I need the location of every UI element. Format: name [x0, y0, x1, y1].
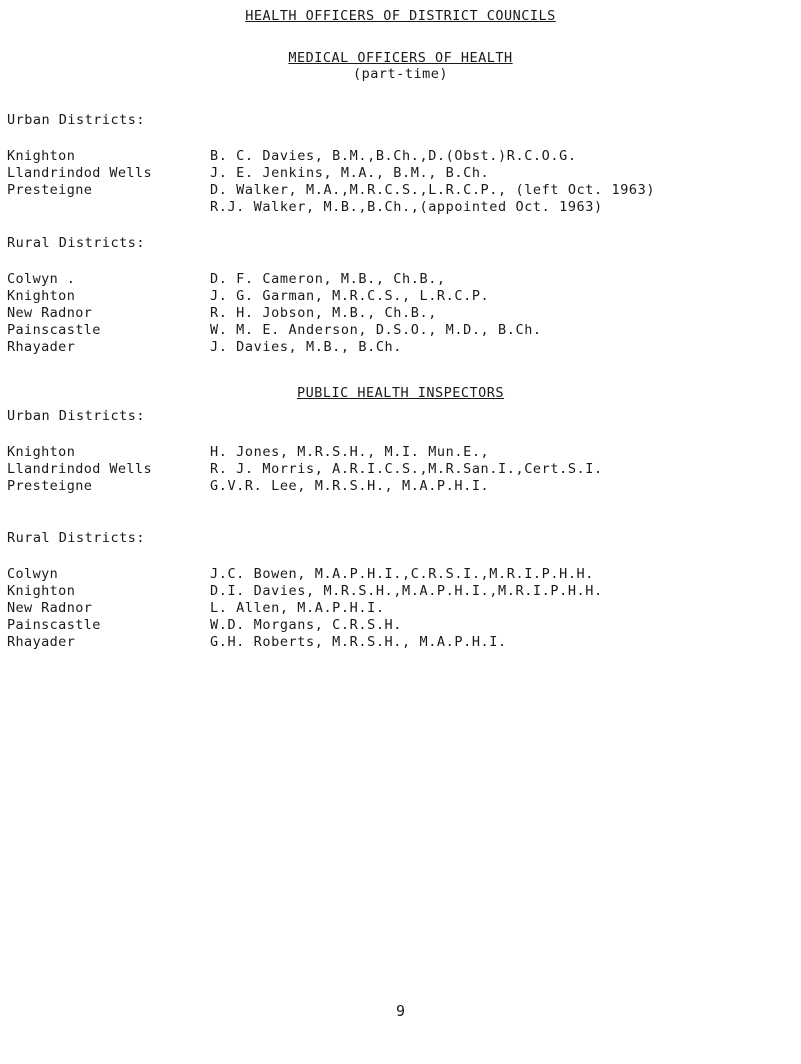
phi-urban-heading: Urban Districts:: [7, 408, 146, 424]
officer-name: R.J. Walker, M.B.,B.Ch.,(appointed Oct. 1963): [210, 199, 603, 215]
district-name: Presteigne: [7, 478, 93, 494]
phi-urban-row: [7, 478, 801, 494]
inspectors-title: PUBLIC HEALTH INSPECTORS: [296, 385, 505, 401]
district-name: Presteigne: [7, 182, 93, 198]
mo-urban-heading: Urban Districts:: [7, 112, 146, 128]
district-name: New Radnor: [7, 600, 93, 616]
mo-rural-heading: Rural Districts:: [7, 235, 146, 251]
district-name: Colwyn .: [7, 271, 76, 287]
officer-name: W. M. E. Anderson, D.S.O., M.D., B.Ch.: [210, 322, 542, 338]
district-name: New Radnor: [7, 305, 93, 321]
mo-urban-row: [7, 199, 801, 215]
officer-name: R. H. Jobson, M.B., Ch.B.,: [210, 305, 437, 321]
district-name: Painscastle: [7, 617, 101, 633]
officer-name: W.D. Morgans, C.R.S.H.: [210, 617, 403, 633]
district-name: Rhayader: [7, 339, 76, 355]
district-name: Colwyn: [7, 566, 59, 582]
district-name: Knighton: [7, 288, 76, 304]
phi-rural-row: [7, 583, 801, 599]
mo-urban-row: [7, 148, 801, 164]
officer-name: J. E. Jenkins, M.A., B.M., B.Ch.: [210, 165, 490, 181]
phi-rural-heading: Rural Districts:: [7, 530, 146, 546]
officer-name: D. Walker, M.A.,M.R.C.S.,L.R.C.P., (left Oct. 1963): [210, 182, 656, 198]
page-number: 9: [395, 1002, 406, 1020]
document-title: HEALTH OFFICERS OF DISTRICT COUNCILS: [245, 8, 556, 24]
officer-name: L. Allen, M.A.P.H.I.: [210, 600, 385, 616]
district-name: Llandrindod Wells: [7, 165, 152, 181]
mo-rural-row: [7, 288, 801, 304]
phi-rural-row: [7, 600, 801, 616]
district-name: Llandrindod Wells: [7, 461, 152, 477]
mo-rural-row: [7, 322, 801, 338]
phi-rural-row: [7, 566, 801, 582]
district-name: Rhayader: [7, 634, 76, 650]
mo-urban-row: [7, 182, 801, 198]
district-name: Knighton: [7, 583, 76, 599]
medical-officers-title: MEDICAL OFFICERS OF HEALTH: [288, 50, 513, 66]
mo-urban-row: [7, 165, 801, 181]
mo-rural-row: [7, 271, 801, 287]
officer-name: G.H. Roberts, M.R.S.H., M.A.P.H.I.: [210, 634, 507, 650]
officer-name: H. Jones, M.R.S.H., M.I. Mun.E.,: [210, 444, 490, 460]
phi-urban-row: [7, 461, 801, 477]
officer-name: G.V.R. Lee, M.R.S.H., M.A.P.H.I.: [210, 478, 490, 494]
phi-urban-row: [7, 444, 801, 460]
phi-rural-row: [7, 634, 801, 650]
officer-name: J. Davies, M.B., B.Ch.: [210, 339, 403, 355]
district-name: Painscastle: [7, 322, 101, 338]
officer-name: J.C. Bowen, M.A.P.H.I.,C.R.S.I.,M.R.I.P.H.H.: [210, 566, 595, 582]
phi-rural-row: [7, 617, 801, 633]
officer-name: B. C. Davies, B.M.,B.Ch.,D.(Obst.)R.C.O.G.: [210, 148, 577, 164]
district-name: Knighton: [7, 444, 76, 460]
officer-name: R. J. Morris, A.R.I.C.S.,M.R.San.I.,Cert.S.I.: [210, 461, 603, 477]
officer-name: D.I. Davies, M.R.S.H.,M.A.P.H.I.,M.R.I.P.H.H.: [210, 583, 603, 599]
mo-rural-row: [7, 305, 801, 321]
officer-name: J. G. Garman, M.R.C.S., L.R.C.P.: [210, 288, 490, 304]
district-name: Knighton: [7, 148, 76, 164]
mo-rural-row: [7, 339, 801, 355]
officer-name: D. F. Cameron, M.B., Ch.B.,: [210, 271, 446, 287]
part-time-note: (part-time): [353, 66, 448, 82]
